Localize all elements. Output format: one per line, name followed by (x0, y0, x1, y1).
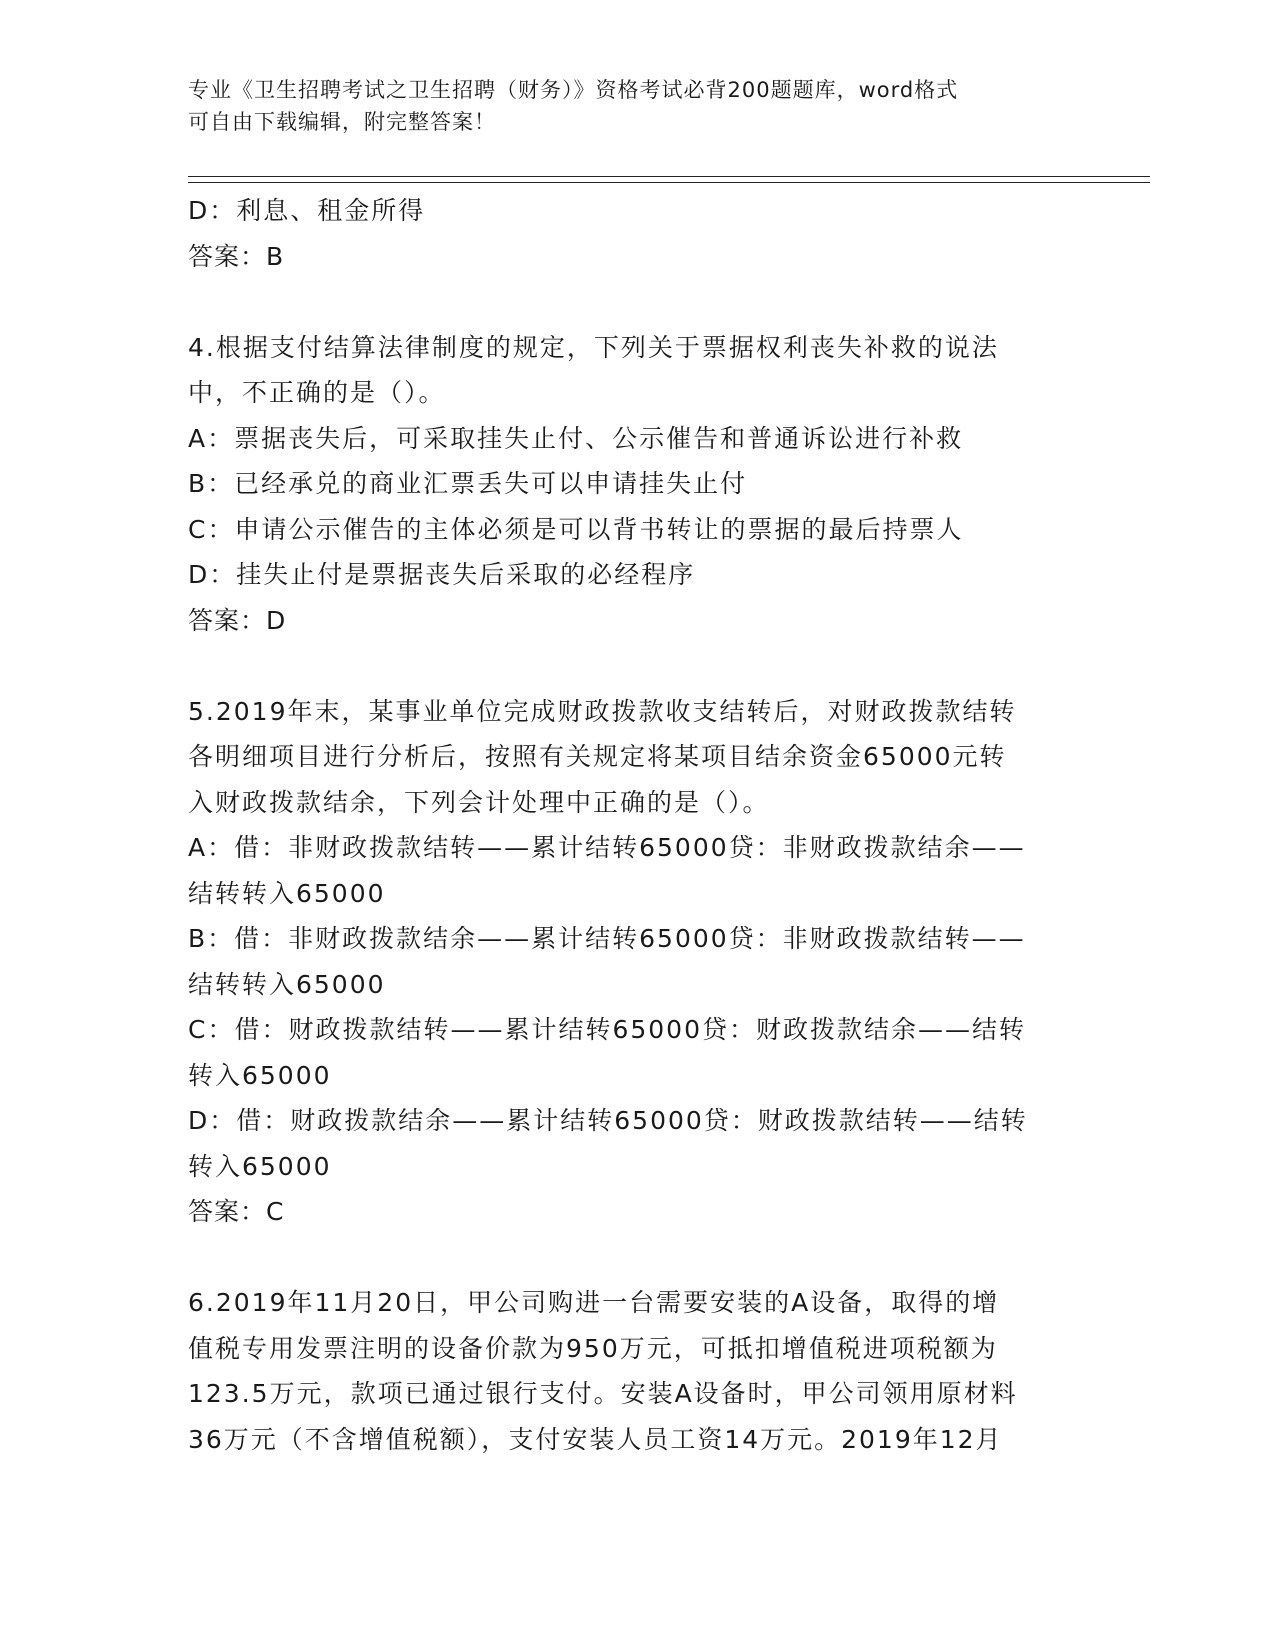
header-divider-top (188, 176, 1150, 177)
option-b-continued: 结转转入65000 (188, 969, 386, 999)
header-title-line-1: 专业《卫生招聘考试之卫生招聘（财务）》资格考试必背200题题库，word格式 (188, 78, 959, 102)
spacer (188, 279, 1088, 325)
question-stem: 入财政拨款结余，下列会计处理中正确的是（）。 (188, 787, 770, 817)
question-6 (188, 1280, 1088, 1462)
option-c: C：申请公示催告的主体必须是可以背书转让的票据的最后持票人 (188, 514, 964, 544)
option-b: B：已经承兑的商业汇票丢失可以申请挂失止付 (188, 469, 748, 498)
answer: 答案：B (188, 241, 285, 271)
document-header (188, 74, 1068, 138)
question-4 (188, 325, 1088, 644)
question-stem: 6.2019年11月20日，甲公司购进一台需要安装的A设备，取得的增 (188, 1288, 1000, 1317)
header-divider-bottom (188, 182, 1150, 183)
option-a: A：票据丧失后，可采取挂失止付、公示催告和普通诉讼进行补救 (188, 423, 964, 453)
answer: 答案：C (188, 1197, 285, 1226)
question-3-tail (188, 188, 1088, 279)
option-c: C：借：财政拨款结转——累计结转65000贷：财政拨款结余——结转 (188, 1015, 1026, 1044)
question-stem: 中，不正确的是（）。 (188, 378, 446, 407)
question-stem: 36万元（不含增值税额），支付安装人员工资14万元。2019年12月 (188, 1424, 1003, 1454)
question-stem: 123.5万元，款项已通过银行支付。安装A设备时，甲公司领用原材料 (188, 1379, 1018, 1408)
spacer (188, 643, 1088, 689)
header-title-line-2: 可自由下载编辑，附完整答案！ (188, 110, 496, 134)
answer: 答案：D (188, 605, 287, 635)
option-d: D：借：财政拨款结余——累计结转65000贷：财政拨款结转——结转 (188, 1106, 1028, 1135)
question-stem: 各明细项目进行分析后，按照有关规定将某项目结余资金65000元转 (188, 742, 1007, 771)
question-5 (188, 689, 1088, 1235)
question-stem: 5.2019年末，某事业单位完成财政拨款收支结转后，对财政拨款结转 (188, 696, 1017, 726)
option-d-continued: 转入65000 (188, 1151, 332, 1181)
option-a-continued: 结转转入65000 (188, 878, 386, 908)
option-c-continued: 转入65000 (188, 1060, 332, 1090)
option-b: B：借：非财政拨款结余——累计结转65000贷：非财政拨款结转—— (188, 924, 1026, 953)
option-a: A：借：非财政拨款结转——累计结转65000贷：非财政拨款结余—— (188, 833, 1026, 862)
document-body (188, 188, 1088, 1462)
spacer (188, 1235, 1088, 1281)
question-stem: 4.根据支付结算法律制度的规定，下列关于票据权利丧失补救的说法 (188, 332, 999, 362)
question-stem: 值税专用发票注明的设备价款为950万元，可抵扣增值税进项税额为 (188, 1333, 998, 1363)
option-d: D：挂失止付是票据丧失后采取的必经程序 (188, 560, 696, 589)
option-d: D：利息、租金所得 (188, 196, 426, 225)
